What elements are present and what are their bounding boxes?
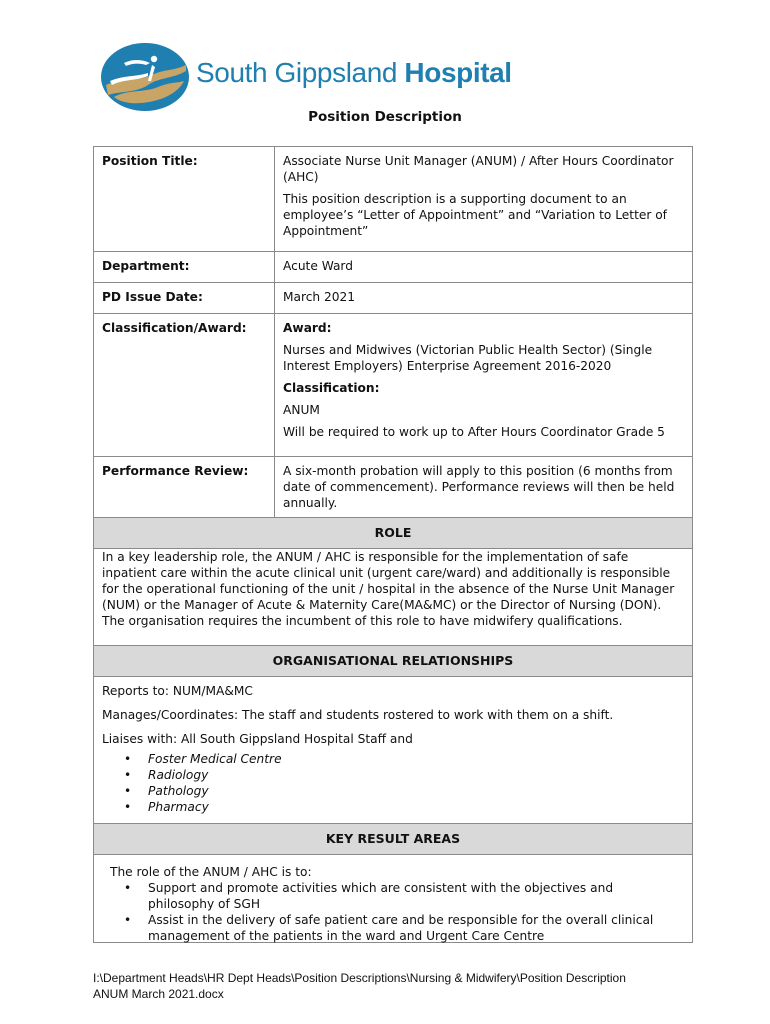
key-results-list — [110, 880, 692, 944]
department-row — [94, 252, 693, 283]
list-item: • Pathology — [148, 783, 692, 799]
performance-review-value: A six-month probation will apply to this position (6 months from date of commencement). Performance reviews will then be held annually. — [275, 457, 693, 518]
liaises-with: Liaises with: All South Gippsland Hospital Staff and — [102, 732, 413, 746]
list-item: • Support and promote activities which are consistent with the objectives and philosophy of SGH — [148, 880, 682, 912]
classification-value — [275, 314, 693, 457]
hospital-name: South Gippsland Hospital — [196, 57, 512, 88]
list-item: • Radiology — [148, 767, 692, 783]
reports-to: Reports to: NUM/MA&MC — [102, 684, 253, 698]
award-text: Nurses and Midwives (Victorian Public Health Sector) (Single Interest Employers) Enterprise Agreement 2016-2020 — [283, 343, 653, 373]
position-title-row — [94, 147, 693, 252]
relationships-body — [93, 677, 693, 829]
grade-note: Will be required to work up to After Hours Coordinator Grade 5 — [283, 425, 665, 439]
classification-row — [94, 314, 693, 457]
position-title-label: Position Title: — [94, 147, 275, 252]
footer-line-1: I:\Department Heads\HR Dept Heads\Position Descriptions\Nursing & Midwifery\Position Description — [93, 971, 626, 985]
issue-date-value: March 2021 — [275, 283, 693, 314]
classification-label: Classification/Award: — [94, 314, 275, 457]
performance-review-row — [94, 457, 693, 518]
classification-text: ANUM — [283, 403, 320, 417]
hospital-emblem-icon — [100, 41, 190, 113]
classification-heading: Classification: — [283, 381, 380, 395]
relationships-heading: ORGANISATIONAL RELATIONSHIPS — [93, 645, 693, 677]
liaison-list — [102, 751, 692, 815]
performance-review-label: Performance Review: — [94, 457, 275, 518]
footer-line-2: ANUM March 2021.docx — [93, 987, 224, 1001]
role-text: In a key leadership role, the ANUM / AHC is responsible for the implementation of safe inpatient care within the acute clinical unit (urgent care/ward) and additionally is responsible for the operational functioning of the unit / hospital in the absence of the Nurse Unit Manager (NUM) or the Manager of Acute & Maternity Care(MA&MC) or the Director of Nursing (DON). The organisation requires the incumbent of this role to have midwifery qualifications. — [102, 550, 675, 628]
list-item: • Pharmacy — [148, 799, 692, 815]
appointment-note: This position description is a supporting document to an employee’s “Letter of Appointment” and “Variation to Letter of Appointment” — [283, 192, 667, 238]
list-item: • Foster Medical Centre — [148, 751, 692, 767]
issue-date-label: PD Issue Date: — [94, 283, 275, 314]
department-value: Acute Ward — [275, 252, 693, 283]
position-details-table — [93, 146, 693, 518]
file-path-footer — [93, 970, 626, 1002]
hospital-logo — [100, 41, 512, 113]
position-title-text: Associate Nurse Unit Manager (ANUM) / After Hours Coordinator (AHC) — [283, 154, 674, 184]
department-label: Department: — [94, 252, 275, 283]
role-heading: ROLE — [93, 517, 693, 549]
list-item: • Assist in the delivery of safe patient care and be responsible for the overall clinical management of the patients in the ward and Urgent Care Centre — [148, 912, 682, 944]
role-body — [93, 549, 693, 645]
position-title-value — [275, 147, 693, 252]
document-title: Position Description — [308, 109, 462, 125]
manages-coordinates: Manages/Coordinates: The staff and students rostered to work with them on a shift. — [102, 708, 614, 722]
issue-date-row — [94, 283, 693, 314]
award-heading: Award: — [283, 321, 332, 335]
key-results-heading: KEY RESULT AREAS — [93, 823, 693, 855]
key-results-intro: The role of the ANUM / AHC is to: — [110, 865, 312, 879]
key-results-body — [93, 855, 693, 943]
